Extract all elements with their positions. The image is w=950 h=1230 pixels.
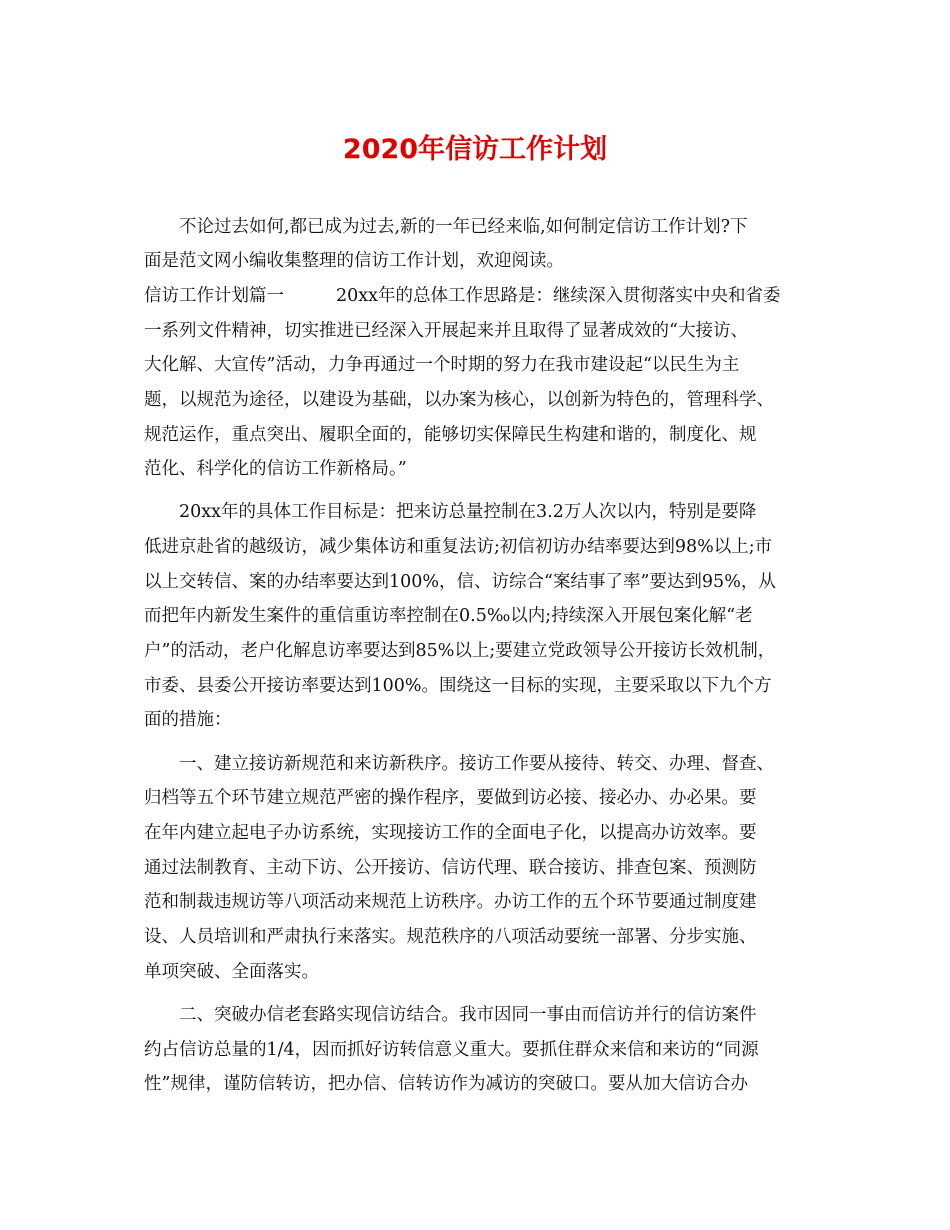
paragraph-line: 规范运作，重点突出、履职全面的，能够切实保障民生构建和谐的，制度化、规 xyxy=(144,425,757,445)
paragraph-line: 市委、县委公开接访率要达到100%。围绕这一目标的实现，主要采取以下九个方 xyxy=(144,676,772,696)
paragraph-text: 20xx年的总体工作思路是：继续深入贯彻落实中央和省委 xyxy=(336,286,781,306)
paragraph-line: 题，以规范为途径，以建设为基础，以办案为核心，以创新为特色的，管理科学、 xyxy=(144,390,774,410)
paragraph-line: 20xx年的具体工作目标是：把来访总量控制在3.2万人次以内，特别是要降 xyxy=(179,502,757,522)
paragraph-line: 面的措施： xyxy=(144,710,232,730)
paragraph-line: 在年内建立起电子办访系统，实现接访工作的全面电子化，以提高办访效率。要 xyxy=(144,823,757,843)
paragraph-line: 设、人员培训和严肃执行来落实。规范秩序的八项活动要统一部署、分步实施、 xyxy=(144,927,757,947)
paragraph-line: 范和制裁违规访等八项活动来规范上访秩序。办访工作的五个环节要通过制度建 xyxy=(144,892,757,912)
paragraph-line: 单项突破、全面落实。 xyxy=(144,962,319,982)
paragraph-line: 而把年内新发生案件的重信重访率控制在0.5‰以内;持续深入开展包案化解“老 xyxy=(144,606,753,626)
paragraph-line: 二、突破办信老套路实现信访结合。我市因同一事由而信访并行的信访案件 xyxy=(179,1005,757,1025)
paragraph-line: 面是范文网小编收集整理的信访工作计划，欢迎阅读。 xyxy=(144,251,564,271)
paragraph-line: 大化解、大宣传”活动，力争再通过一个时期的努力在我市建设起“以民生为主 xyxy=(144,355,740,375)
paragraph-line: 性”规律，谨防信转访，把办信、信转访作为减访的突破口。要从加大信访合办 xyxy=(144,1074,748,1094)
paragraph-line: 归档等五个环节建立规范严密的操作程序，要做到访必接、接必办、办必果。要 xyxy=(144,788,757,808)
section-heading: 信访工作计划篇一 xyxy=(144,286,284,306)
paragraph-line: 户”的活动，老户化解息访率要达到85%以上;要建立党政领导公开接访长效机制， xyxy=(144,641,776,661)
paragraph-line: 范化、科学化的信访工作新格局。” xyxy=(144,459,407,479)
paragraph-line: 一、建立接访新规范和来访新秩序。接访工作要从接待、转交、办理、督查、 xyxy=(179,754,774,774)
paragraph-line: 约占信访总量的1/4，因而抓好访转信意义重大。要抓住群众来信和来访的“同源 xyxy=(144,1040,759,1060)
paragraph-line xyxy=(144,279,781,313)
paragraph-line: 通过法制教育、主动下访、公开接访、信访代理、联合接访、排查包案、预测防 xyxy=(144,858,757,878)
paragraph-line: 以上交转信、案的办结率要达到100%，信、访综合“案结事了率”要达到95%，从 xyxy=(144,572,776,592)
document-title: 2020年信访工作计划 xyxy=(342,134,608,165)
paragraph-line: 低进京赴省的越级访，减少集体访和重复法访;初信初访办结率要达到98%以上;市 xyxy=(144,537,773,557)
paragraph-line: 不论过去如何,都已成为过去,新的一年已经来临,如何制定信访工作计划?下 xyxy=(179,217,748,237)
paragraph-line: 一系列文件精神，切实推进已经深入开展起来并且取得了显著成效的“大接访、 xyxy=(144,321,748,341)
